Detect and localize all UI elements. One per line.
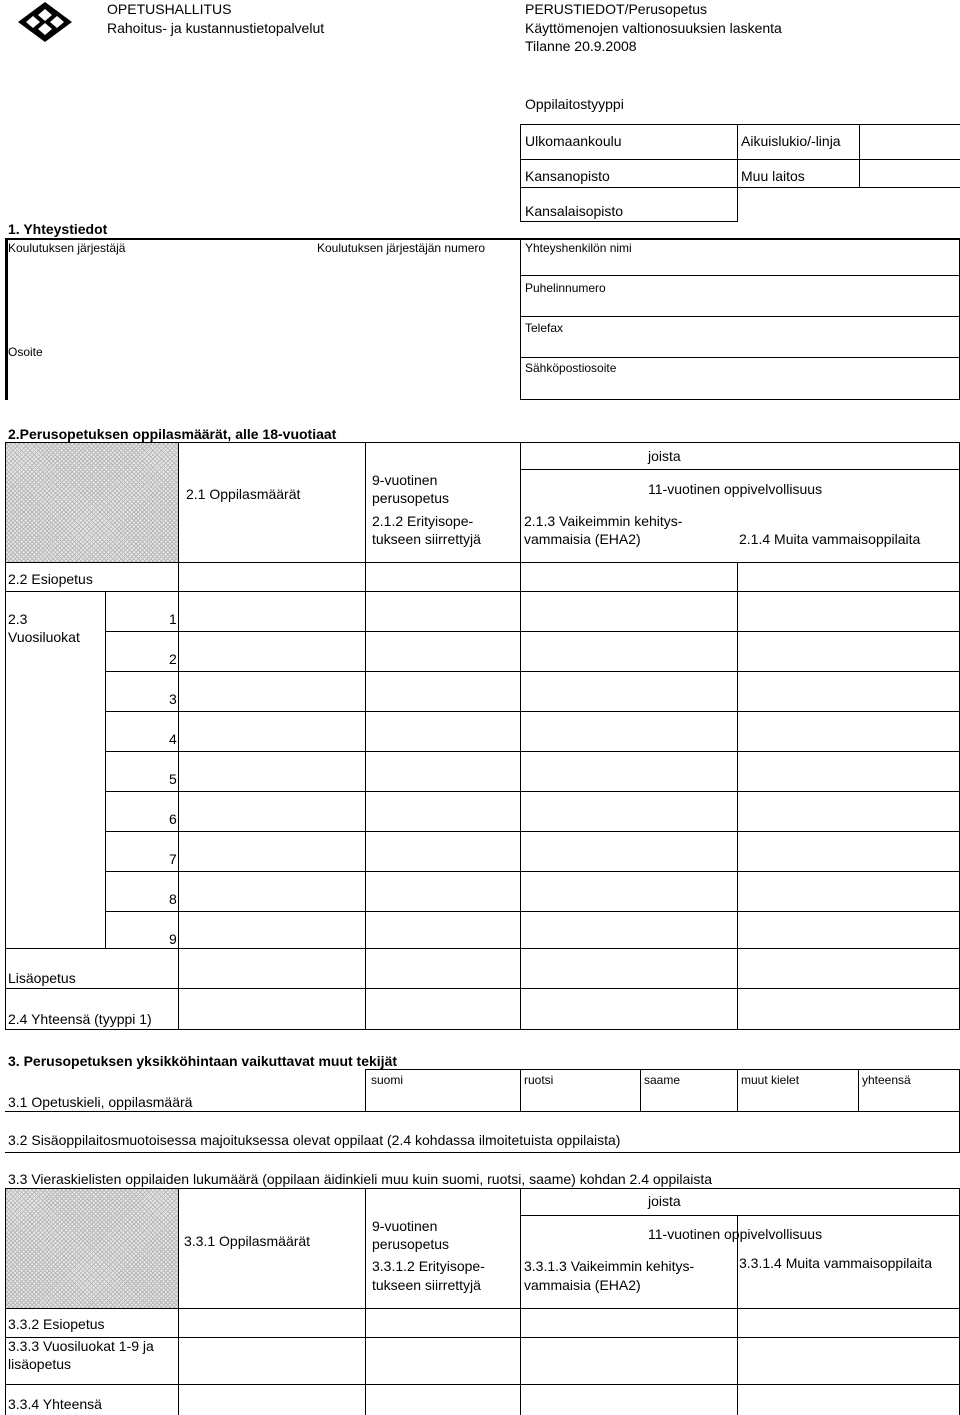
joista-label: joista — [648, 448, 681, 464]
grade-label: 8 — [169, 891, 177, 907]
row-3-3-3-label-line2: lisäopetus — [8, 1356, 72, 1372]
row-2-2-label: 2.2 Esiopetus — [8, 571, 93, 587]
col-9v-header-line2: perusopetus — [372, 490, 450, 506]
section1-title: 1. Yhteystiedot — [8, 221, 108, 237]
grade-label: 6 — [169, 811, 177, 827]
phone-field[interactable]: Puhelinnumero — [525, 281, 606, 295]
col-2-1-header: 2.1 Oppilasmäärät — [186, 486, 301, 502]
hatched-cell — [5, 1189, 178, 1308]
type-option-aikuislukio[interactable]: Aikuislukio/-linja — [741, 133, 841, 149]
col-11v-header: 11-vuotinen oppivelvollisuus — [648, 481, 823, 497]
lang-saame-header: saame — [644, 1073, 681, 1087]
row-lisaopetus-label: Lisäopetus — [8, 970, 76, 986]
contact-info-box — [5, 238, 960, 400]
row-3-3-4-label: 3.3.4 Yhteensä — [8, 1396, 102, 1412]
col-9v-header-line1-3: 9-vuotinen — [372, 1218, 438, 1234]
institution-type-label: Oppilaitostyyppi — [525, 96, 624, 112]
grade-label: 2 — [169, 651, 177, 667]
type-option-muu-laitos[interactable]: Muu laitos — [741, 168, 805, 184]
col-3-3-1-2-header-line1: 3.3.1.2 Erityisope- — [372, 1258, 485, 1274]
grade-label: 5 — [169, 771, 177, 787]
grade-label: 7 — [169, 851, 177, 867]
row-3-3-2-label: 3.3.2 Esiopetus — [8, 1316, 105, 1332]
lang-suomi-header: suomi — [371, 1073, 404, 1087]
joista-label-3: joista — [648, 1193, 681, 1209]
col-2-1-2-header-line1: 2.1.2 Erityisope- — [372, 513, 474, 529]
row-2-4-label: 2.4 Yhteensä (tyyppi 1) — [8, 1011, 152, 1027]
organizer-field[interactable]: Koulutuksen järjestäjä — [8, 241, 126, 255]
fax-field[interactable]: Telefax — [525, 321, 564, 335]
organizer-number-field[interactable]: Koulutuksen järjestäjän numero — [317, 241, 486, 255]
col-9v-header-line1: 9-vuotinen — [372, 472, 438, 488]
type-option-ulkomaankoulu[interactable]: Ulkomaankoulu — [525, 133, 622, 149]
address-field[interactable]: Osoite — [8, 345, 43, 359]
opetushallitus-logo — [14, 0, 76, 44]
email-field[interactable]: Sähköpostiosoite — [525, 361, 617, 375]
foreign-language-table — [0, 1188, 960, 1415]
row-2-3-label-line1: 2.3 — [8, 611, 28, 627]
col-3-3-1-header: 3.3.1 Oppilasmäärät — [184, 1233, 311, 1249]
grade-label: 9 — [169, 931, 177, 947]
section2-title: 2.Perusopetuksen oppilasmäärät, alle 18-vuotiaat — [8, 426, 337, 442]
col-2-1-3-header-line2: vammaisia (EHA2) — [524, 531, 641, 547]
lang-muut-header: muut kielet — [741, 1073, 800, 1087]
lang-yhteensa-header: yhteensä — [862, 1073, 911, 1087]
org-name: OPETUSHALLITUS — [107, 1, 232, 17]
grade-label: 1 — [169, 611, 177, 627]
row-2-3-label-line2: Vuosiluokat — [8, 629, 80, 645]
doc-date: Tilanne 20.9.2008 — [525, 38, 637, 54]
col-3-3-1-4-header: 3.3.1.4 Muita vammaisoppilaita — [739, 1255, 932, 1271]
col-11v-header-3: 11-vuotinen oppivelvollisuus — [648, 1226, 823, 1242]
row-3-3-3-label-line1: 3.3.3 Vuosiluokat 1-9 ja — [8, 1338, 154, 1354]
contact-name-field[interactable]: Yhteyshenkilön nimi — [525, 241, 632, 255]
lang-ruotsi-header: ruotsi — [524, 1073, 554, 1087]
row-3-1-label: 3.1 Opetuskieli, oppilasmäärä — [8, 1094, 193, 1110]
col-2-1-2-header-line2: tukseen siirrettyjä — [372, 531, 481, 547]
col-2-1-4-header: 2.1.4 Muita vammaisoppilaita — [739, 531, 921, 547]
grade-label: 4 — [169, 731, 177, 747]
row-3-3-label: 3.3 Vieraskielisten oppilaiden lukumäärä (oppilaan äidinkieli muu kuin suomi, ruotsi, saame) kohdan 2.4 oppilaista — [8, 1171, 713, 1187]
doc-title: PERUSTIEDOT/Perusopetus — [525, 1, 708, 17]
grade-label: 3 — [169, 691, 177, 707]
col-3-3-1-3-header-line2: vammaisia (EHA2) — [524, 1277, 641, 1293]
section3-title: 3. Perusopetuksen yksikköhintaan vaikuttavat muut tekijät — [8, 1053, 398, 1069]
col-3-3-1-2-header-line2: tukseen siirrettyjä — [372, 1277, 481, 1293]
col-9v-header-line2-3: perusopetus — [372, 1236, 450, 1252]
row-3-2-label: 3.2 Sisäoppilaitosmuotoisessa majoituksessa olevat oppilaat (2.4 kohdassa ilmoitetuista oppilaista) — [8, 1132, 621, 1148]
hatched-cell — [5, 443, 178, 562]
doc-subtitle: Käyttömenojen valtionosuuksien laskenta — [525, 20, 782, 36]
type-option-kansanopisto[interactable]: Kansanopisto — [525, 168, 610, 184]
type-option-kansalaisopisto[interactable]: Kansalaisopisto — [525, 203, 624, 219]
col-2-1-3-header-line1: 2.1.3 Vaikeimmin kehitys- — [524, 513, 683, 529]
col-3-3-1-3-header-line1: 3.3.1.3 Vaikeimmin kehitys- — [524, 1258, 695, 1274]
org-unit: Rahoitus- ja kustannustietopalvelut — [107, 20, 325, 36]
